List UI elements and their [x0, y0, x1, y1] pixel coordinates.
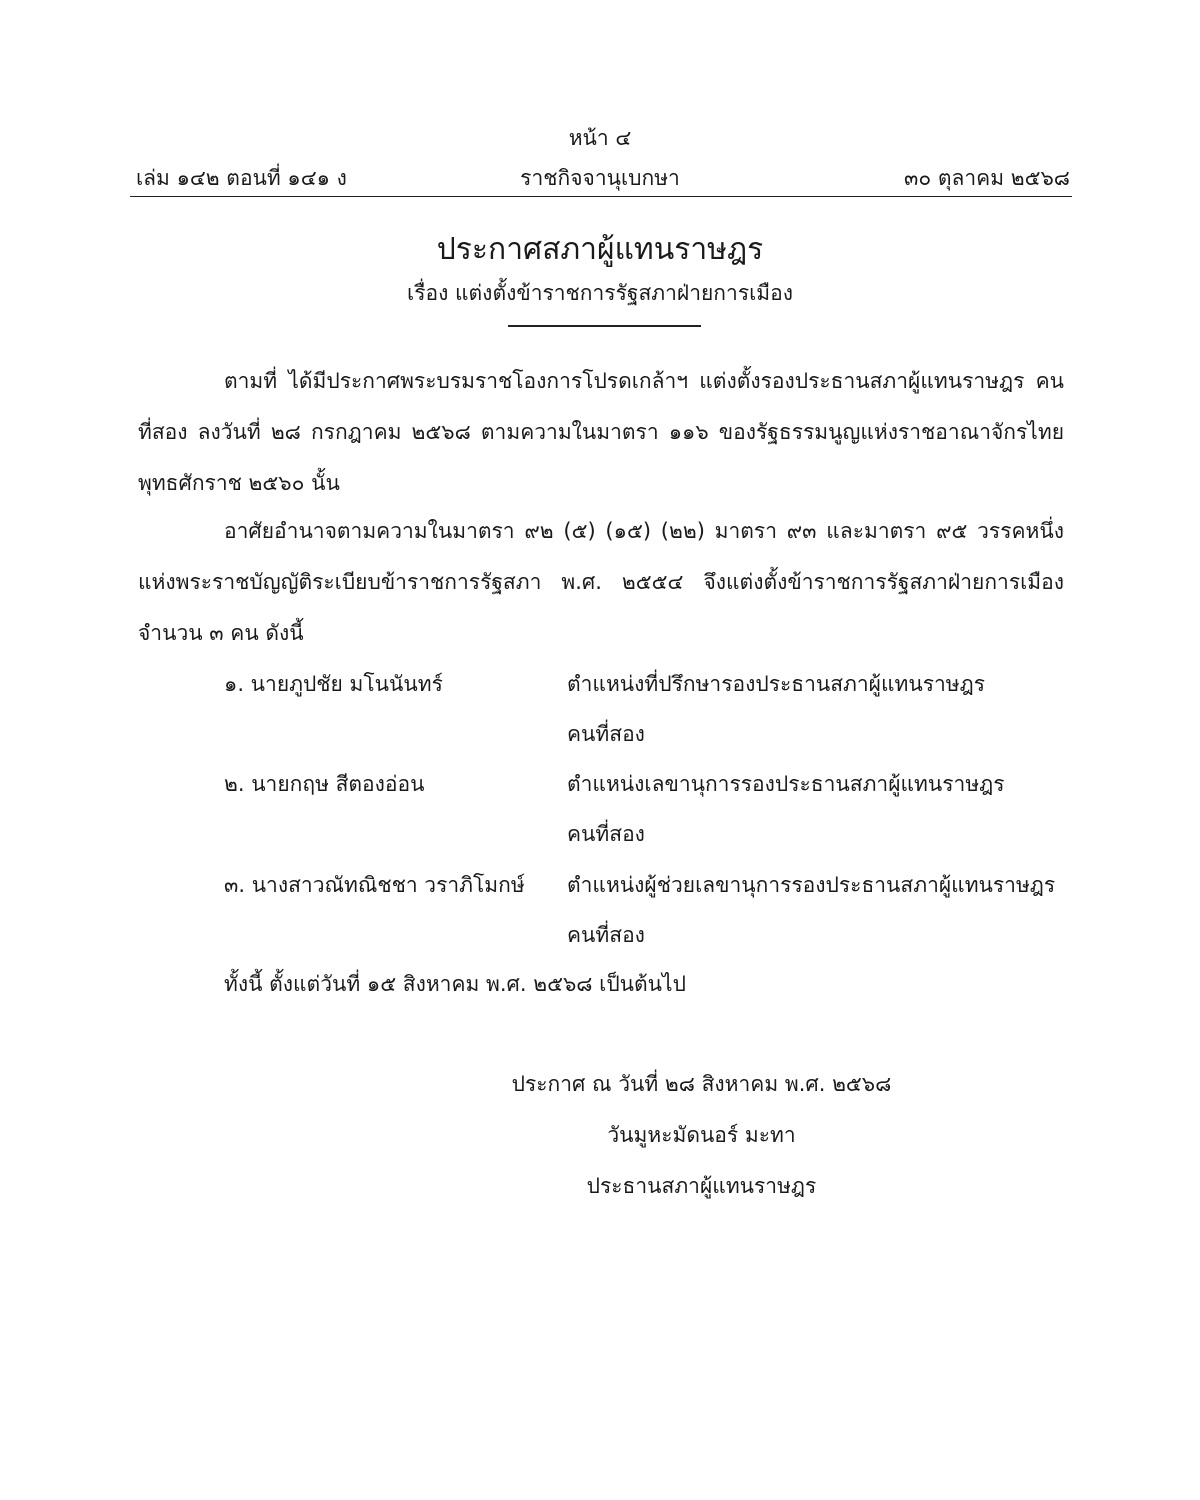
appointee-1-name: ๑. นายภูปชัย มโนนันทร์: [224, 672, 443, 696]
publication-name: ราชกิจจานุเบกษา: [520, 166, 680, 190]
announcement-subject: เรื่อง แต่งตั้งข้าราชการรัฐสภาฝ่ายการเมือง: [407, 281, 793, 305]
paragraph-1-text: ตามที่ ได้มีประกาศพระบรมราชโองการโปรดเกล้าฯ แต่งตั้งรองประธานสภาผู้แทนราษฎร คนที่สอง ลงวันที่ ๒๘ กรกฎาคม ๒๕๖๘ ตามความในมาตรา ๑๑๖ ของรัฐธรรมนูญแห่งราชอาณาจักรไทย พุทธศักราช ๒๕๖๐ นั้น: [138, 369, 1064, 495]
appointee-2-position: ตำแหน่งเลขานุการรองประธานสภาผู้แทนราษฎร: [567, 772, 1005, 796]
paragraph-2: [138, 506, 1064, 659]
volume-issue: เล่ม ๑๔๒ ตอนที่ ๑๔๑ ง: [136, 166, 347, 190]
appointee-3-name: ๓. นางสาวณัทณิชชา วราภิโมกษ์: [224, 873, 525, 897]
appointee-2-name: ๒. นายกฤษ สีตองอ่อน: [224, 772, 425, 796]
signature-date: ประกาศ ณ วันที่ ๒๘ สิงหาคม พ.ศ. ๒๕๖๘: [511, 1072, 892, 1096]
appointee-1-position: ตำแหน่งที่ปรึกษารองประธานสภาผู้แทนราษฎร: [567, 672, 986, 696]
appointee-2-position-cont: คนที่สอง: [567, 822, 645, 846]
signer-title: ประธานสภาผู้แทนราษฎร: [586, 1174, 817, 1198]
title-divider: [508, 325, 701, 327]
appointee-3-position: ตำแหน่งผู้ช่วยเลขานุการรองประธานสภาผู้แทนราษฎร: [567, 873, 1056, 897]
paragraph-2-text: อาศัยอำนาจตามความในมาตรา ๙๒ (๕) (๑๕) (๒๒) มาตรา ๙๓ และมาตรา ๙๕ วรรคหนึ่ง แห่งพระราชบัญญัติระเบียบข้าราชการรัฐสภา พ.ศ. ๒๕๕๔ จึงแต่งตั้งข้าราชการรัฐสภาฝ่ายการเมือง จำนวน ๓ คน ดังนี้: [138, 519, 1064, 645]
page-number: หน้า ๔: [568, 126, 632, 150]
paragraph-1: [138, 356, 1064, 509]
signer-name: วันมูหะมัดนอร์ มะทา: [607, 1123, 796, 1147]
header-divider: [130, 196, 1072, 197]
appointee-3-position-cont: คนที่สอง: [567, 923, 645, 947]
announcement-title: ประกาศสภาผู้แทนราษฎร: [436, 232, 764, 267]
appointee-1-position-cont: คนที่สอง: [567, 722, 645, 746]
effective-date: ทั้งนี้ ตั้งแต่วันที่ ๑๕ สิงหาคม พ.ศ. ๒๕๖๘ เป็นต้นไป: [224, 972, 686, 996]
publication-date: ๓๐ ตุลาคม ๒๕๖๘: [904, 166, 1070, 190]
